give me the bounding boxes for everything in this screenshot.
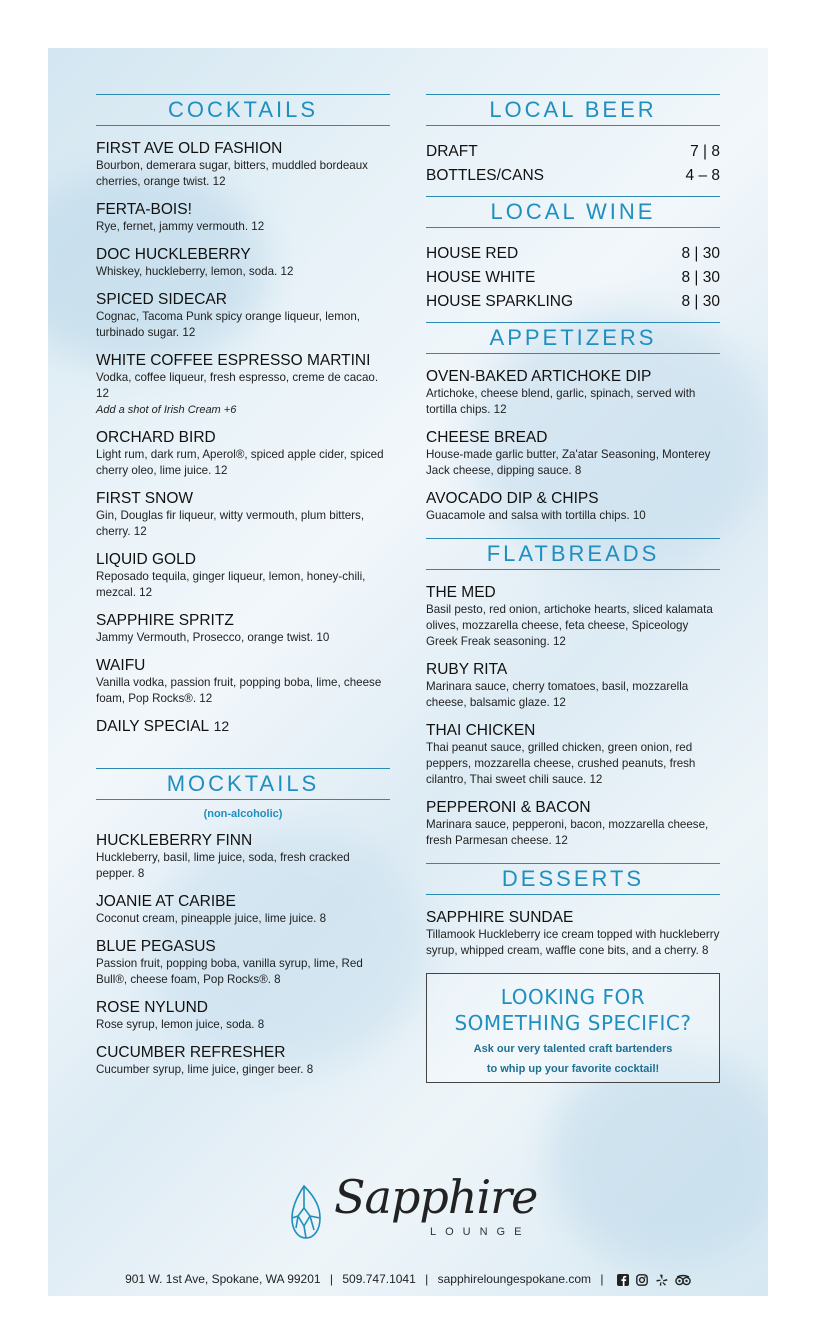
item-name: CHEESE BREAD xyxy=(426,429,548,446)
item-name: FIRST AVE OLD FASHION xyxy=(96,140,283,157)
price-row xyxy=(426,290,720,314)
cocktail-item xyxy=(96,352,390,418)
cocktail-item xyxy=(96,657,390,707)
bartender-callout xyxy=(426,973,720,1083)
price-row xyxy=(426,164,720,188)
mocktail-item xyxy=(96,938,390,988)
cocktail-item xyxy=(96,201,390,235)
mocktails-subtitle: (non-alcoholic) xyxy=(203,808,283,820)
item-desc: Huckleberry, basil, lime juice, soda, fresh cracked pepper. 8 xyxy=(96,851,350,880)
item-name: OVEN-BAKED ARTICHOKE DIP xyxy=(426,368,652,385)
item-name: AVOCADO DIP & CHIPS xyxy=(426,490,599,507)
item-name: HUCKLEBERRY FINN xyxy=(96,832,253,849)
appetizer-item xyxy=(426,490,720,524)
row-name: BOTTLES/CANS xyxy=(426,167,544,184)
mocktail-item xyxy=(96,999,390,1033)
flatbread-item xyxy=(426,722,720,788)
daily-special xyxy=(96,718,390,736)
row-price: 7 | 8 xyxy=(690,143,720,160)
tripadvisor-icon[interactable] xyxy=(675,1274,691,1286)
item-name: SPICED SIDECAR xyxy=(96,291,227,308)
item-name: ORCHARD BIRD xyxy=(96,429,216,446)
footer-website[interactable]: sapphireloungespokane.com xyxy=(437,1272,592,1286)
right-column xyxy=(426,94,720,1083)
item-desc: Tillamook Huckleberry ice cream topped with huckleberry syrup, whipped cream, waffle cone bits, and a cherry. 8 xyxy=(426,928,720,957)
cocktail-item xyxy=(96,612,390,646)
facebook-icon[interactable] xyxy=(617,1274,629,1286)
row-price: 8 | 30 xyxy=(681,245,720,262)
sapphire-lounge-logo xyxy=(288,1168,538,1248)
menu-page xyxy=(48,48,768,1296)
item-desc: Light rum, dark rum, Aperol®, spiced apple cider, spiced cherry oleo, lime juice. 12 xyxy=(96,448,384,477)
callout-text-line2: to whip up your favorite cocktail! xyxy=(486,1063,660,1075)
item-name: BLUE PEGASUS xyxy=(96,938,216,955)
item-desc: Vodka, coffee liqueur, fresh espresso, creme de cacao. 12 xyxy=(96,371,379,400)
logo-script: Sapphire xyxy=(334,1170,538,1224)
local-beer-heading: LOCAL BEER xyxy=(426,94,720,126)
cocktails-heading: COCKTAILS xyxy=(96,94,390,126)
footer-address: 901 W. 1st Ave, Spokane, WA 99201 xyxy=(125,1272,321,1286)
item-name: THE MED xyxy=(426,584,496,601)
item-name: FIRST SNOW xyxy=(96,490,194,507)
item-desc: Whiskey, huckleberry, lemon, soda. 12 xyxy=(96,265,294,278)
mocktail-item xyxy=(96,893,390,927)
yelp-icon[interactable] xyxy=(656,1274,668,1286)
item-name: CUCUMBER REFRESHER xyxy=(96,1044,286,1061)
item-desc: Basil pesto, red onion, artichoke hearts, sliced kalamata olives, mozzarella cheese, feta cheese, Spiceology Greek Freak seasoning. 12 xyxy=(426,603,713,648)
item-desc: Rye, fernet, jammy vermouth. 12 xyxy=(96,220,265,233)
item-name: THAI CHICKEN xyxy=(426,722,536,739)
footer-separator: | xyxy=(329,1272,334,1286)
callout-title-line1: LOOKING FOR xyxy=(500,985,646,1009)
item-desc: Thai peanut sauce, grilled chicken, green onion, red peppers, mozzarella cheese, crushed peanuts, fresh cilantro, Thai sweet chili sauce. 12 xyxy=(426,741,696,786)
item-name: RUBY RITA xyxy=(426,661,508,678)
mocktails-heading: MOCKTAILS xyxy=(96,768,390,800)
item-desc: Marinara sauce, pepperoni, bacon, mozzarella cheese, fresh Parmesan cheese. 12 xyxy=(426,818,709,847)
mocktail-item xyxy=(96,832,390,882)
item-desc: Coconut cream, pineapple juice, lime juice. 8 xyxy=(96,912,327,925)
footer xyxy=(48,1272,768,1286)
item-desc: Reposado tequila, ginger liqueur, lemon, honey-chili, mezcal. 12 xyxy=(96,570,366,599)
row-price: 8 | 30 xyxy=(681,269,720,286)
item-desc: Passion fruit, popping boba, vanilla syrup, lime, Red Bull®, cheese foam, Pop Rocks®. 8 xyxy=(96,957,363,986)
cocktail-item xyxy=(96,551,390,601)
beer-list xyxy=(426,140,720,188)
item-name: WHITE COFFEE ESPRESSO MARTINI xyxy=(96,352,371,369)
item-desc: Bourbon, demerara sugar, bitters, muddled bordeaux cherries, orange twist. 12 xyxy=(96,159,368,188)
left-column xyxy=(96,94,390,1089)
flatbreads-heading: FLATBREADS xyxy=(426,538,720,570)
item-name: PEPPERONI & BACON xyxy=(426,799,591,816)
daily-special-price: 12 xyxy=(213,718,230,734)
mocktail-item xyxy=(96,1044,390,1078)
row-name: DRAFT xyxy=(426,143,478,160)
price-row xyxy=(426,140,720,164)
item-desc: Marinara sauce, cherry tomatoes, basil, mozzarella cheese, balsamic glaze. 12 xyxy=(426,680,689,709)
item-name: FERTA-BOIS! xyxy=(96,201,192,218)
item-name: DOC HUCKLEBERRY xyxy=(96,246,251,263)
callout-title-line2: SOMETHING SPECIFIC? xyxy=(454,1011,692,1035)
item-desc: House-made garlic butter, Za'atar Seasoning, Monterey Jack cheese, dipping sauce. 8 xyxy=(426,448,711,477)
item-desc: Vanilla vodka, passion fruit, popping boba, lime, cheese foam, Pop Rocks®. 12 xyxy=(96,676,382,705)
item-desc: Jammy Vermouth, Prosecco, orange twist. 10 xyxy=(96,631,330,644)
flatbread-item xyxy=(426,661,720,711)
item-note: Add a shot of Irish Cream +6 xyxy=(96,404,237,416)
row-price: 8 | 30 xyxy=(681,293,720,310)
appetizer-item xyxy=(426,429,720,479)
item-name: SAPPHIRE SUNDAE xyxy=(426,909,574,926)
daily-special-name: DAILY SPECIAL xyxy=(96,718,210,735)
item-desc: Cucumber syrup, lime juice, ginger beer. 8 xyxy=(96,1063,314,1076)
item-desc: Cognac, Tacoma Punk spicy orange liqueur, lemon, turbinado sugar. 12 xyxy=(96,310,361,339)
item-name: ROSE NYLUND xyxy=(96,999,208,1016)
appetizers-heading: APPETIZERS xyxy=(426,322,720,354)
flatbread-item xyxy=(426,799,720,849)
row-name: HOUSE WHITE xyxy=(426,269,536,286)
item-name: WAIFU xyxy=(96,657,146,674)
footer-separator: | xyxy=(600,1272,604,1286)
item-desc: Artichoke, cheese blend, garlic, spinach, served with tortilla chips. 12 xyxy=(426,387,696,416)
item-name: LIQUID GOLD xyxy=(96,551,196,568)
item-desc: Rose syrup, lemon juice, soda. 8 xyxy=(96,1018,265,1031)
price-row xyxy=(426,242,720,266)
row-name: HOUSE SPARKLING xyxy=(426,293,574,310)
row-price: 4 – 8 xyxy=(685,167,720,184)
price-row xyxy=(426,266,720,290)
cocktail-item xyxy=(96,490,390,540)
desserts-heading: DESSERTS xyxy=(426,863,720,895)
local-wine-heading: LOCAL WINE xyxy=(426,196,720,228)
cocktail-item xyxy=(96,429,390,479)
cocktail-item xyxy=(96,246,390,280)
item-desc: Guacamole and salsa with tortilla chips. 10 xyxy=(426,509,646,522)
flatbread-item xyxy=(426,584,720,650)
row-name: HOUSE RED xyxy=(426,245,519,262)
item-name: JOANIE AT CARIBE xyxy=(96,893,236,910)
item-desc: Gin, Douglas fir liqueur, witty vermouth, plum bitters, cherry. 12 xyxy=(96,509,365,538)
wine-list xyxy=(426,242,720,314)
item-name: SAPPHIRE SPRITZ xyxy=(96,612,234,629)
appetizer-item xyxy=(426,368,720,418)
logo-sub: LOUNGE xyxy=(430,1226,531,1238)
callout-text-line1: Ask our very talented craft bartenders xyxy=(473,1043,673,1055)
dessert-item xyxy=(426,909,720,959)
footer-separator: | xyxy=(425,1272,429,1286)
cocktail-item xyxy=(96,140,390,190)
instagram-icon[interactable] xyxy=(636,1274,648,1286)
footer-phone: 509.747.1041 xyxy=(342,1272,416,1286)
cocktail-item xyxy=(96,291,390,341)
